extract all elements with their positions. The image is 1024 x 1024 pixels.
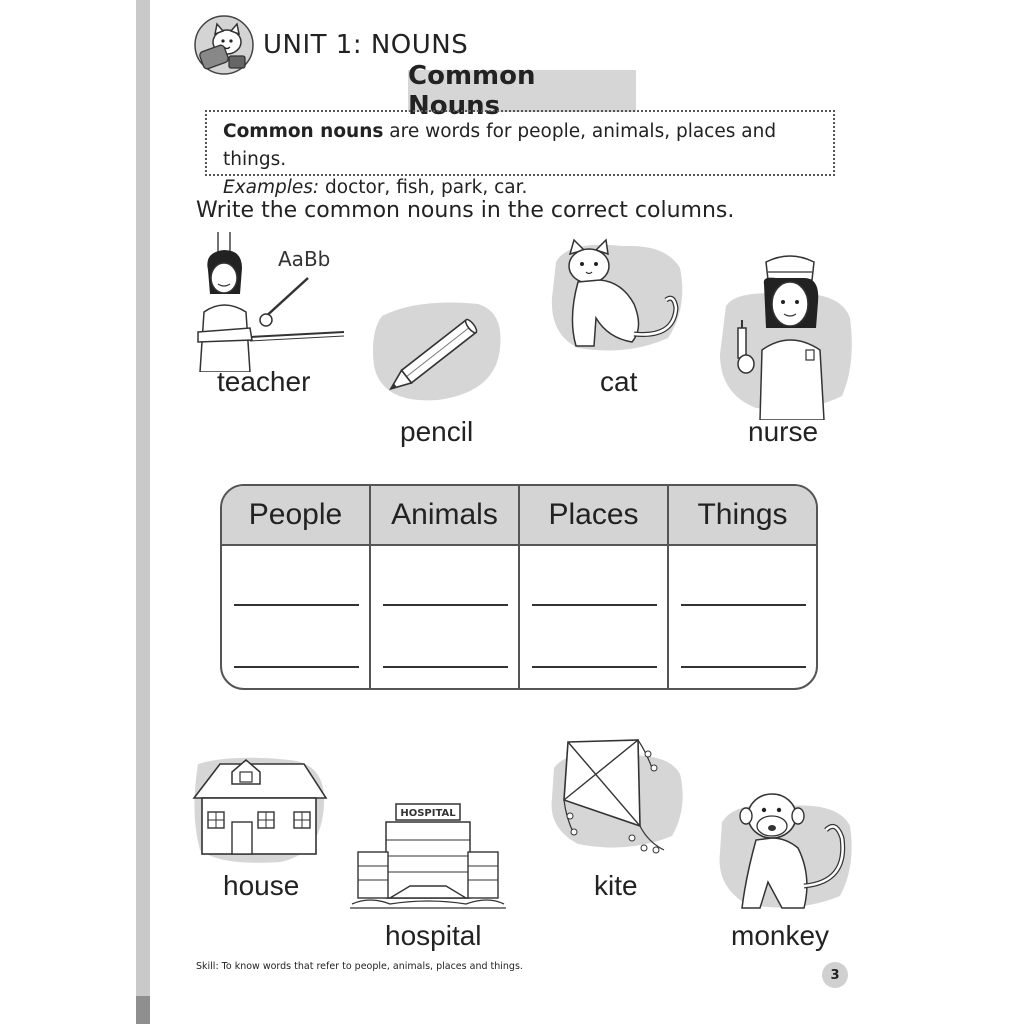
answer-blank[interactable] <box>234 666 359 668</box>
column-header-people: People <box>222 486 371 544</box>
column-people <box>222 546 371 690</box>
examples-label: Examples: <box>223 177 320 198</box>
word-pencil: pencil <box>400 416 474 447</box>
column-header-places: Places <box>520 486 669 544</box>
column-things <box>669 546 816 690</box>
answer-blank[interactable] <box>383 666 508 668</box>
instruction: Write the common nouns in the correct columns. <box>196 198 735 223</box>
table-header <box>222 486 816 546</box>
answer-blank[interactable] <box>532 666 657 668</box>
pencil-illustration <box>368 296 506 404</box>
word-nurse: nurse <box>748 416 819 447</box>
section-title: Common Nouns <box>408 70 636 112</box>
page-number: 3 <box>822 962 848 988</box>
column-places <box>520 546 669 690</box>
definition-text: are words for people, animals, places and things. <box>223 121 777 170</box>
hospital-sign-text: HOSPITAL <box>400 808 456 819</box>
monkey-illustration <box>716 786 856 916</box>
definition-box <box>205 110 835 198</box>
word-kite: kite <box>594 870 638 901</box>
examples-text: doctor, fish, park, car. <box>319 177 528 198</box>
noun-columns-table <box>220 484 818 690</box>
hospital-illustration <box>350 800 506 914</box>
answer-blank[interactable] <box>383 604 508 606</box>
word-monkey: monkey <box>731 920 830 951</box>
cat-illustration <box>548 238 688 356</box>
house-illustration <box>190 754 328 866</box>
word-teacher: teacher <box>217 366 311 397</box>
table-body <box>222 546 816 690</box>
answer-blank[interactable] <box>234 604 359 606</box>
nurse-illustration <box>716 254 856 420</box>
word-house: house <box>223 870 300 901</box>
unit-title: UNIT 1: NOUNS <box>263 30 469 60</box>
word-hospital: hospital <box>385 920 482 951</box>
cat-mascot-icon <box>193 14 255 76</box>
answer-blank[interactable] <box>532 604 657 606</box>
skill-footer: Skill: To know words that refer to people, animals, places and things. <box>196 961 523 972</box>
kite-illustration <box>548 738 688 862</box>
book-spine-edge <box>136 996 150 1024</box>
board-letters: AaBb <box>278 247 331 271</box>
teacher-illustration <box>190 232 348 372</box>
definition-term: Common nouns <box>223 121 384 142</box>
answer-blank[interactable] <box>681 666 806 668</box>
answer-blank[interactable] <box>681 604 806 606</box>
word-cat: cat <box>600 366 638 397</box>
column-header-things: Things <box>697 498 788 531</box>
column-animals <box>371 546 520 690</box>
book-spine <box>136 0 150 1024</box>
column-header-animals: Animals <box>371 486 520 544</box>
